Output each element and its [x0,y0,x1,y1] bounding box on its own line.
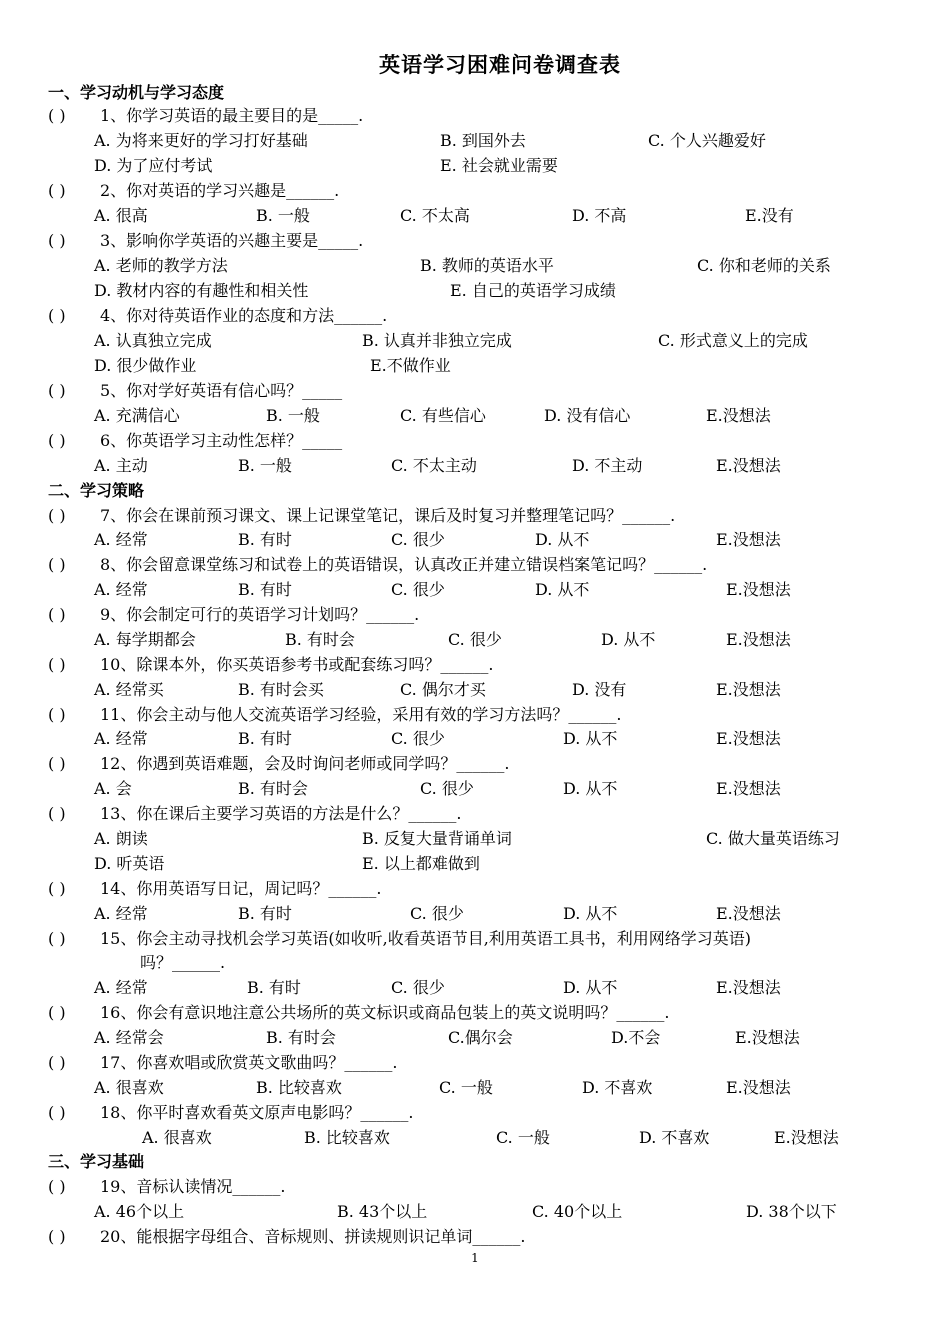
option-c: C. 很少 [410,904,464,923]
option-c: C. 有些信心 [400,406,486,425]
option-a: A. 认真独立完成 [94,331,212,350]
question-text: 8、你会留意课堂练习和试卷上的英语错误，认真改正并建立错误档案笔记吗？______. [100,555,708,574]
question-7 [48,503,675,526]
option-c: C. 很少 [391,729,445,748]
option-b: B. 有时会买 [238,680,324,699]
option-d: D. 从不 [563,729,618,748]
question-text: 2、你对英语的学习兴趣是______. [100,181,340,200]
section-heading-foundation: 三、学习基础 [48,1152,145,1171]
option-c: C. 很少 [391,978,445,997]
question-text: 1、你学习英语的最主要目的是_____. [100,106,364,125]
question-5 [48,378,342,401]
option-c: C. 很少 [448,630,502,649]
option-e: E.没想法 [735,1028,800,1047]
option-b: B. 教师的英语水平 [420,256,554,275]
option-a: A. 经常买 [94,680,164,699]
option-a: A. 经常 [94,904,148,923]
answer-blank[interactable]: ( ) [48,181,66,200]
answer-blank[interactable]: ( ) [48,879,66,898]
option-e: E.没想法 [716,680,781,699]
option-e: E.没想法 [774,1128,839,1147]
option-b: B. 有时会 [266,1028,336,1047]
option-c: C. 不太主动 [391,456,477,475]
option-a: A. 充满信心 [94,406,180,425]
option-a: A. 为将来更好的学习打好基础 [94,131,308,150]
question-17 [48,1050,397,1073]
option-d: D. 不喜欢 [582,1078,653,1097]
option-a: A. 很喜欢 [94,1078,164,1097]
question-text: 13、你在课后主要学习英语的方法是什么？______. [100,804,462,823]
question-20 [48,1224,525,1247]
answer-blank[interactable]: ( ) [48,431,66,450]
option-c: C. 40个以上 [532,1202,623,1221]
question-6 [48,428,342,451]
option-a: A. 经常 [94,978,148,997]
question-text: 20、能根据字母组合、音标规则、拼读规则识记单词______. [100,1227,526,1246]
option-a: A. 朗读 [94,829,148,848]
option-c: C. 一般 [439,1078,493,1097]
question-9 [48,602,419,625]
answer-blank[interactable]: ( ) [48,555,66,574]
option-b: B. 比较喜欢 [256,1078,342,1097]
answer-blank[interactable]: ( ) [48,381,66,400]
option-b: B. 认真并非独立完成 [362,331,512,350]
option-e: E.没想法 [716,904,781,923]
option-d: D. 很少做作业 [94,356,197,375]
option-c: C. 做大量英语练习 [706,829,840,848]
answer-blank[interactable]: ( ) [48,506,66,525]
section-heading-strategy: 二、学习策略 [48,481,145,500]
option-a: A. 经常会 [94,1028,164,1047]
option-a: A. 经常 [94,580,148,599]
option-c: C. 很少 [391,530,445,549]
answer-blank[interactable]: ( ) [48,1003,66,1022]
option-d: D. 没有信心 [544,406,631,425]
option-e: E.没想法 [706,406,771,425]
option-d: D. 没有 [572,680,627,699]
option-c: C.偶尔会 [448,1028,513,1047]
question-text: 9、你会制定可行的英语学习计划吗？______. [100,605,420,624]
option-b: B. 有时会 [238,779,308,798]
question-4 [48,303,387,326]
option-b: B. 有时 [238,530,292,549]
option-c: C. 个人兴趣爱好 [648,131,766,150]
option-a: A. 老师的教学方法 [94,256,228,275]
answer-blank[interactable]: ( ) [48,1103,66,1122]
answer-blank[interactable]: ( ) [48,804,66,823]
option-e: E.没有 [745,206,794,225]
option-b: B. 有时会 [285,630,355,649]
option-e: E.没想法 [716,779,781,798]
option-d: D. 不喜欢 [639,1128,710,1147]
option-e: E.没想法 [716,530,781,549]
option-d: D. 听英语 [94,854,165,873]
option-a: A. 会 [94,779,132,798]
question-text: 19、音标认读情况______. [100,1177,286,1196]
option-e: E.没想法 [726,580,791,599]
option-d: D. 教材内容的有趣性和相关性 [94,281,309,300]
page-number: 1 [471,1251,479,1265]
question-2 [48,178,339,201]
question-19 [48,1174,285,1197]
answer-blank[interactable]: ( ) [48,1053,66,1072]
option-b: B. 比较喜欢 [304,1128,390,1147]
question-text: 17、你喜欢唱或欣赏英文歌曲吗？______. [100,1053,398,1072]
question-text: 3、影响你学英语的兴趣主要是_____. [100,231,364,250]
answer-blank[interactable]: ( ) [48,1177,66,1196]
answer-blank[interactable]: ( ) [48,605,66,624]
document-title: 英语学习困难问卷调查表 [379,52,621,77]
option-d: D. 从不 [563,904,618,923]
question-3 [48,228,363,251]
answer-blank[interactable]: ( ) [48,655,66,674]
answer-blank[interactable]: ( ) [48,306,66,325]
question-text: 5、你对学好英语有信心吗？_____ [100,381,343,400]
option-a: A. 很喜欢 [142,1128,212,1147]
option-d: D. 从不 [601,630,656,649]
question-text: 7、你会在课前预习课文、课上记课堂笔记，课后及时复习并整理笔记吗？______. [100,506,676,525]
option-b: B. 反复大量背诵单词 [362,829,512,848]
answer-blank[interactable]: ( ) [48,231,66,250]
question-13 [48,801,461,824]
option-a: A. 46个以上 [94,1202,185,1221]
option-b: B. 有时 [247,978,301,997]
option-e: E. 社会就业需要 [440,156,558,175]
question-text-continued: 吗？______. [140,953,226,972]
option-c: C. 你和老师的关系 [697,256,831,275]
question-8 [48,552,707,575]
question-16 [48,1000,669,1023]
question-1 [48,103,363,126]
option-d: D. 从不 [563,779,618,798]
question-text: 18、你平时喜欢看英文原声电影吗？______. [100,1103,414,1122]
question-text: 4、你对待英语作业的态度和方法______. [100,306,388,325]
option-d: D.不会 [611,1028,661,1047]
option-b: B. 一般 [238,456,292,475]
option-c: C. 一般 [496,1128,550,1147]
option-c: C. 很少 [420,779,474,798]
question-text: 15、你会主动寻找机会学习英语(如收听,收看英语节目,利用英语工具书，利用网络学习英语) [100,929,752,948]
option-c: C. 很少 [391,580,445,599]
option-d: D. 从不 [563,978,618,997]
answer-blank[interactable]: ( ) [48,106,66,125]
option-e: E.不做作业 [370,356,451,375]
question-text: 14、你用英语写日记，周记吗？______. [100,879,382,898]
option-e: E. 以上都难做到 [362,854,480,873]
option-e: E.没想法 [716,729,781,748]
option-b: B. 到国外去 [440,131,526,150]
option-e: E.没想法 [716,978,781,997]
question-10 [48,652,493,675]
question-text: 6、你英语学习主动性怎样？_____ [100,431,343,450]
section-heading-motivation: 一、学习动机与学习态度 [48,83,225,102]
option-b: B. 一般 [266,406,320,425]
option-b: B. 43个以上 [337,1202,428,1221]
option-d: D. 38个以下 [746,1202,837,1221]
option-b: B. 有时 [238,904,292,923]
option-e: E. 自己的英语学习成绩 [450,281,616,300]
option-b: B. 有时 [238,580,292,599]
option-d: D. 从不 [535,580,590,599]
option-b: B. 一般 [256,206,310,225]
option-a: A. 经常 [94,530,148,549]
option-c: C. 形式意义上的完成 [658,331,808,350]
option-c: C. 偶尔才买 [400,680,486,699]
option-b: B. 有时 [238,729,292,748]
option-e: E.没想法 [726,1078,791,1097]
answer-blank[interactable]: ( ) [48,705,66,724]
option-a: A. 每学期都会 [94,630,196,649]
answer-blank[interactable]: ( ) [48,929,66,948]
option-d: D. 不高 [572,206,627,225]
question-15 [48,926,751,949]
option-e: E.没想法 [716,456,781,475]
question-text: 16、你会有意识地注意公共场所的英文标识或商品包装上的英文说明吗？______. [100,1003,670,1022]
question-14 [48,876,381,899]
option-d: D. 不主动 [572,456,643,475]
option-a: A. 经常 [94,729,148,748]
question-text: 10、除课本外，你买英语参考书或配套练习吗？______. [100,655,494,674]
option-a: A. 主动 [94,456,148,475]
answer-blank[interactable]: ( ) [48,1227,66,1246]
option-d: D. 从不 [535,530,590,549]
question-text: 12、你遇到英语难题，会及时询问老师或同学吗？______. [100,754,510,773]
question-11 [48,702,621,725]
question-12 [48,751,509,774]
question-text: 11、你会主动与他人交流英语学习经验，采用有效的学习方法吗？______. [100,705,622,724]
option-d: D. 为了应付考试 [94,156,213,175]
option-c: C. 不太高 [400,206,470,225]
option-e: E.没想法 [726,630,791,649]
question-18 [48,1100,413,1123]
answer-blank[interactable]: ( ) [48,754,66,773]
option-a: A. 很高 [94,206,148,225]
